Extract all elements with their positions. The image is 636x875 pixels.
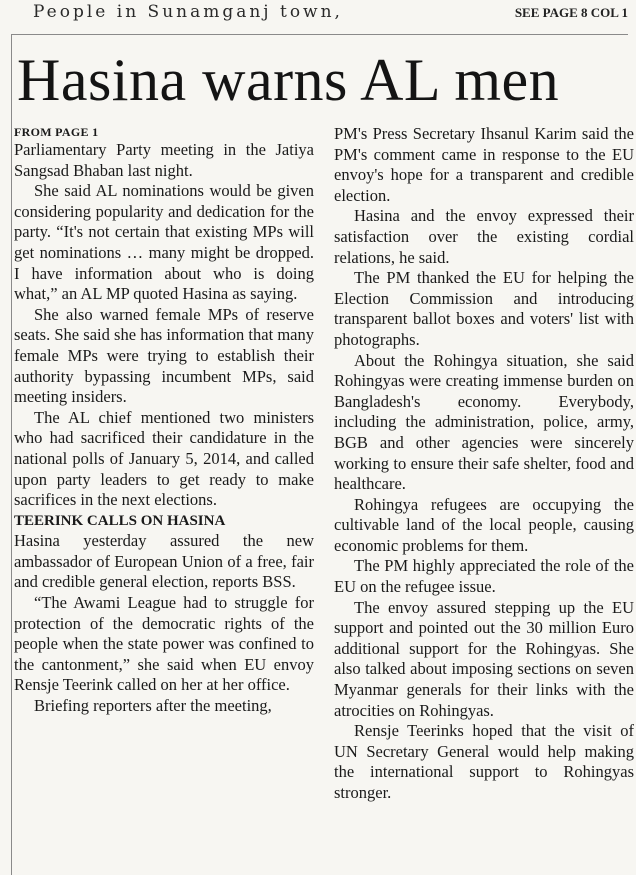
paragraph: She said AL nominations would be given considering popularity and dedication for the party. “It's not certain that existing MPs will get nominations … many might be dropped. I have information about who is doing what,” an AL MP quoted Hasina as saying. (14, 181, 314, 304)
top-strip (0, 0, 636, 30)
article-column-right (334, 124, 634, 804)
paragraph: About the Rohingya situation, she said Rohingyas were creating immense burden on Bangladesh's economy. Everybody, including the administration, police, army, BGB and other agencies were sincerely working to ensure their safe shelter, food and healthcare. (334, 350, 634, 494)
left-divider (11, 34, 12, 875)
paragraph: PM's Press Secretary Ihsanul Karim said the PM's comment came in response to the EU envoy's hope for a transparent and credible election. (334, 124, 634, 205)
paragraph: Parliamentary Party meeting in the Jatiya Sangsad Bhaban last night. (14, 140, 314, 180)
article-body (14, 124, 634, 869)
continuation-kicker: FROM PAGE 1 (14, 125, 99, 139)
paragraph: Hasina yesterday assured the new ambassador of European Union of a free, fair and credible general election, reports BSS. (14, 531, 314, 592)
paragraph: She also warned female MPs of reserve seats. She said she has information that many female MPs were trying to establish their authority bypassing incumbent MPs, said meeting insiders. (14, 304, 314, 407)
paragraph: Rohingya refugees are occupying the cultivable land of the local people, causing economic problems for them. (334, 494, 634, 555)
paragraph: “The Awami League had to struggle for protection of the democratic rights of the people when the state power was confined to the cantonment,” she said when EU envoy Rensje Teerink called on her at her office. (14, 593, 314, 695)
paragraph: The PM thanked the EU for helping the Election Commission and introducing transparent ballot boxes and voters' list with photographs. (334, 268, 634, 349)
article-column-left (14, 124, 314, 717)
see-page-reference: SEE PAGE 8 COL 1 (514, 5, 628, 20)
section-subhead: TEERINK CALLS ON HASINA (14, 512, 226, 529)
paragraph: The AL chief mentioned two ministers who had sacrificed their candidature in the national polls of January 5, 2014, and called upon party leaders to get ready to make sacrifices in the next elections. (14, 407, 314, 510)
paragraph: Hasina and the envoy expressed their satisfaction over the existing cordial relations, he said. (334, 206, 634, 267)
paragraph: Rensje Teerinks hoped that the visit of UN Secretary General would help making the international support to Rohingyas stronger. (334, 721, 634, 802)
article-headline: Hasina warns AL men (17, 47, 560, 113)
continued-text-snippet: People in Sunamganj town, (33, 2, 343, 22)
paragraph: The PM highly appreciated the role of the EU on the refugee issue. (334, 556, 634, 597)
paragraph: The envoy assured stepping up the EU support and pointed out the 30 million Euro additional support for the Rohingyas. She also talked about imposing sections on seven Myanmar generals for their links with the atrocities on Rohingyas. (334, 597, 634, 720)
top-divider (12, 34, 628, 35)
paragraph: Briefing reporters after the meeting, (34, 696, 272, 716)
